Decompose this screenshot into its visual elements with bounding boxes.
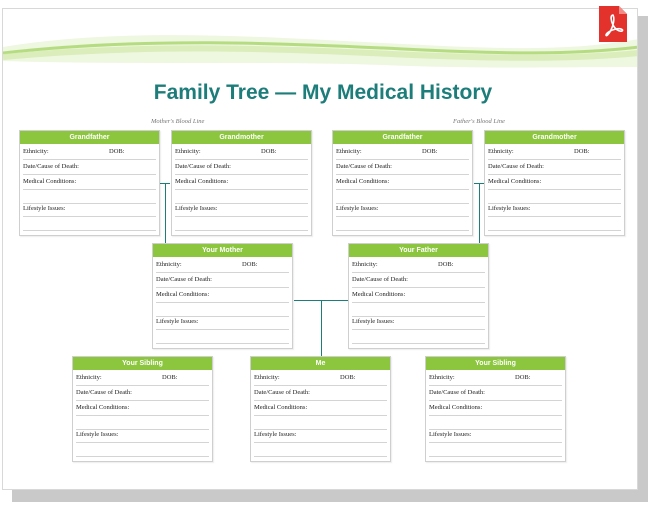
father-blood-line-label: Father's Blood Line bbox=[453, 118, 505, 125]
death-label: Date/Cause of Death: bbox=[429, 389, 485, 396]
death-field[interactable] bbox=[488, 160, 621, 175]
ethnicity-label: Ethnicity: bbox=[23, 148, 49, 155]
dob-label: DOB: bbox=[162, 374, 178, 381]
medical-field[interactable] bbox=[76, 401, 209, 416]
dob-label: DOB: bbox=[438, 261, 454, 268]
lifestyle-label: Lifestyle Issues: bbox=[336, 205, 379, 212]
ethnicity-field[interactable] bbox=[156, 258, 289, 273]
ethnicity-label: Ethnicity: bbox=[175, 148, 201, 155]
death-field[interactable] bbox=[23, 160, 156, 175]
document-sheet bbox=[2, 8, 638, 490]
card-header: Your Mother bbox=[153, 244, 292, 257]
dob-label: DOB: bbox=[109, 148, 125, 155]
mother-blood-line-label: Mother's Blood Line bbox=[151, 118, 205, 125]
card-header: Grandmother bbox=[172, 131, 311, 144]
death-label: Date/Cause of Death: bbox=[175, 163, 231, 170]
medical-label: Medical Conditions: bbox=[336, 178, 390, 185]
ethnicity-label: Ethnicity: bbox=[76, 374, 102, 381]
card-header: Your Father bbox=[349, 244, 488, 257]
death-field[interactable] bbox=[156, 273, 289, 288]
medical-label: Medical Conditions: bbox=[175, 178, 229, 185]
medical-field[interactable] bbox=[352, 288, 485, 303]
card-header: Your Sibling bbox=[426, 357, 565, 370]
dob-label: DOB: bbox=[340, 374, 356, 381]
card-maternal-grandfather bbox=[19, 130, 160, 236]
card-maternal-grandmother bbox=[171, 130, 312, 236]
death-label: Date/Cause of Death: bbox=[156, 276, 212, 283]
blank-line-field[interactable] bbox=[336, 216, 469, 231]
death-label: Date/Cause of Death: bbox=[336, 163, 392, 170]
medical-label: Medical Conditions: bbox=[352, 291, 406, 298]
dob-label: DOB: bbox=[574, 148, 590, 155]
ethnicity-label: Ethnicity: bbox=[156, 261, 182, 268]
decorative-wave bbox=[3, 9, 638, 89]
medical-field[interactable] bbox=[175, 175, 308, 190]
ethnicity-field[interactable] bbox=[254, 371, 387, 386]
death-field[interactable] bbox=[336, 160, 469, 175]
lifestyle-label: Lifestyle Issues: bbox=[488, 205, 531, 212]
medical-field[interactable] bbox=[429, 401, 562, 416]
pdf-icon[interactable] bbox=[597, 4, 629, 44]
lifestyle-field[interactable] bbox=[488, 202, 621, 217]
lifestyle-field[interactable] bbox=[175, 202, 308, 217]
medical-field[interactable] bbox=[336, 175, 469, 190]
dob-label: DOB: bbox=[515, 374, 531, 381]
ethnicity-field[interactable] bbox=[488, 145, 621, 160]
card-sibling-right bbox=[425, 356, 566, 462]
ethnicity-field[interactable] bbox=[23, 145, 156, 160]
connector-maternal-to-mother bbox=[165, 183, 166, 243]
connector-paternal-to-father bbox=[479, 183, 480, 243]
dob-label: DOB: bbox=[422, 148, 438, 155]
card-paternal-grandfather bbox=[332, 130, 473, 236]
medical-label: Medical Conditions: bbox=[76, 404, 130, 411]
blank-line-field[interactable] bbox=[76, 442, 209, 457]
death-label: Date/Cause of Death: bbox=[23, 163, 79, 170]
card-header: Grandfather bbox=[333, 131, 472, 144]
card-header: Your Sibling bbox=[73, 357, 212, 370]
lifestyle-field[interactable] bbox=[23, 202, 156, 217]
ethnicity-label: Ethnicity: bbox=[429, 374, 455, 381]
card-me bbox=[250, 356, 391, 462]
ethnicity-label: Ethnicity: bbox=[336, 148, 362, 155]
lifestyle-label: Lifestyle Issues: bbox=[76, 431, 119, 438]
connector-parents-to-me bbox=[321, 300, 322, 357]
lifestyle-label: Lifestyle Issues: bbox=[23, 205, 66, 212]
blank-line-field[interactable] bbox=[156, 329, 289, 344]
lifestyle-label: Lifestyle Issues: bbox=[352, 318, 395, 325]
lifestyle-field[interactable] bbox=[254, 428, 387, 443]
ethnicity-label: Ethnicity: bbox=[488, 148, 514, 155]
ethnicity-field[interactable] bbox=[76, 371, 209, 386]
medical-label: Medical Conditions: bbox=[23, 178, 77, 185]
death-field[interactable] bbox=[352, 273, 485, 288]
page-title: Family Tree — My Medical History bbox=[153, 81, 493, 104]
death-field[interactable] bbox=[429, 386, 562, 401]
lifestyle-field[interactable] bbox=[336, 202, 469, 217]
death-label: Date/Cause of Death: bbox=[76, 389, 132, 396]
card-paternal-grandmother bbox=[484, 130, 625, 236]
death-label: Date/Cause of Death: bbox=[254, 389, 310, 396]
medical-field[interactable] bbox=[23, 175, 156, 190]
death-label: Date/Cause of Death: bbox=[488, 163, 544, 170]
death-field[interactable] bbox=[175, 160, 308, 175]
lifestyle-label: Lifestyle Issues: bbox=[175, 205, 218, 212]
blank-line-field[interactable] bbox=[175, 216, 308, 231]
lifestyle-field[interactable] bbox=[429, 428, 562, 443]
dob-label: DOB: bbox=[242, 261, 258, 268]
card-father bbox=[348, 243, 489, 349]
card-header: Grandmother bbox=[485, 131, 624, 144]
blank-line-field[interactable] bbox=[23, 216, 156, 231]
ethnicity-field[interactable] bbox=[429, 371, 562, 386]
lifestyle-field[interactable] bbox=[156, 315, 289, 330]
lifestyle-field[interactable] bbox=[352, 315, 485, 330]
ethnicity-field[interactable] bbox=[336, 145, 469, 160]
blank-line-field[interactable] bbox=[352, 329, 485, 344]
dob-label: DOB: bbox=[261, 148, 277, 155]
medical-field[interactable] bbox=[156, 288, 289, 303]
death-label: Date/Cause of Death: bbox=[352, 276, 408, 283]
lifestyle-label: Lifestyle Issues: bbox=[254, 431, 297, 438]
medical-label: Medical Conditions: bbox=[429, 404, 483, 411]
card-sibling-left bbox=[72, 356, 213, 462]
medical-label: Medical Conditions: bbox=[488, 178, 542, 185]
death-field[interactable] bbox=[254, 386, 387, 401]
medical-label: Medical Conditions: bbox=[254, 404, 308, 411]
blank-line-field[interactable] bbox=[254, 442, 387, 457]
card-header: Grandfather bbox=[20, 131, 159, 144]
ethnicity-label: Ethnicity: bbox=[254, 374, 280, 381]
lifestyle-label: Lifestyle Issues: bbox=[156, 318, 199, 325]
medical-field[interactable] bbox=[254, 401, 387, 416]
card-header: Me bbox=[251, 357, 390, 370]
medical-label: Medical Conditions: bbox=[156, 291, 210, 298]
blank-line-field[interactable] bbox=[429, 442, 562, 457]
lifestyle-label: Lifestyle Issues: bbox=[429, 431, 472, 438]
ethnicity-field[interactable] bbox=[352, 258, 485, 273]
ethnicity-label: Ethnicity: bbox=[352, 261, 378, 268]
ethnicity-field[interactable] bbox=[175, 145, 308, 160]
blank-line-field[interactable] bbox=[488, 216, 621, 231]
card-mother bbox=[152, 243, 293, 349]
death-field[interactable] bbox=[76, 386, 209, 401]
medical-field[interactable] bbox=[488, 175, 621, 190]
lifestyle-field[interactable] bbox=[76, 428, 209, 443]
